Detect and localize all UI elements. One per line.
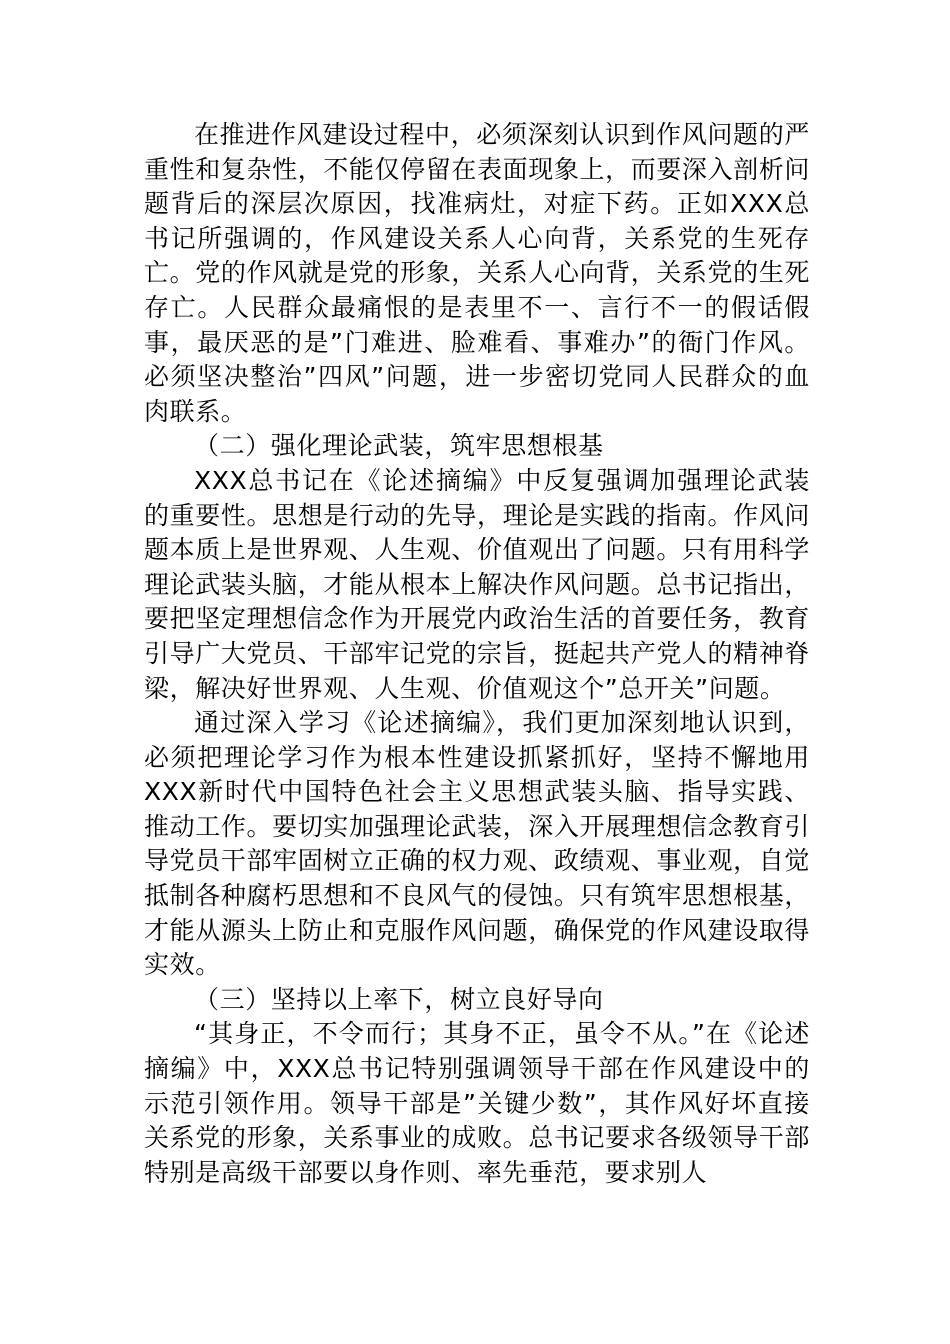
paragraph-study-understanding: 通过深入学习《论述摘编》，我们更加深刻地认识到，必须把理论学习作为根本性建设抓紧抓好，坚持不懈地用XXX新时代中国特色社会主义思想武装头脑、指导实践、推动工作。要切实加强理论武装，深入开展理想信念教育引导党员干部牢固树立正确的权力观、政绩观、事业观，自觉抵制各种腐朽思想和不良风气的侵蚀。只有筑牢思想根基，才能从源头上防止和克服作风问题，确保党的作风建设取得实效。 [144,708,810,980]
paragraph-theory-importance: XXX总书记在《论述摘编》中反复强调加强理论武装的重要性。思想是行动的先导，理论是实践的指南。作风问题本质上是世界观、人生观、价值观出了问题。只有用科学理论武装头脑，才能从根本上解决作风问题。总书记指出，要把坚定理想信念作为开展党内政治生活的首要任务，教育引导广大党员、干部牢记党的宗旨，挺起共产党人的精神脊梁，解决好世界观、人生观、价值观这个”总开关”问题。 [144,465,810,703]
document-body [144,118,810,1190]
section-heading-2: （二）强化理论武装，筑牢思想根基 [194,431,604,461]
paragraph-work-style-problems: 在推进作风建设过程中，必须深刻认识到作风问题的严重性和复杂性，不能仅停留在表面现象上，而要深入剖析问题背后的深层次原因，找准病灶，对症下药。正如XXX总书记所强调的，作风建设关系人心向背，关系党的生死存亡。党的作风就是党的形象，关系人心向背，关系党的生死存亡。人民群众最痛恨的是表里不一、言行不一的假话假事，最厌恶的是”门难进、脸难看、事难办”的衙门作风。必须坚决整治”四风”问题，进一步密切党同人民群众的血肉联系。 [144,120,810,426]
paragraph-leading-example: “其身正，不令而行；其身不正，虽令不从。”在《论述摘编》中，XXX总书记特别强调领导干部在作风建设中的示范引领作用。领导干部是”关键少数”，其作风好坏直接关系党的形象，关系事业的成败。总书记要求各级领导干部特别是高级干部要以身作则、率先垂范，要求别人 [144,1019,810,1187]
section-heading-3: （三）坚持以上率下，树立良好导向 [194,984,604,1014]
